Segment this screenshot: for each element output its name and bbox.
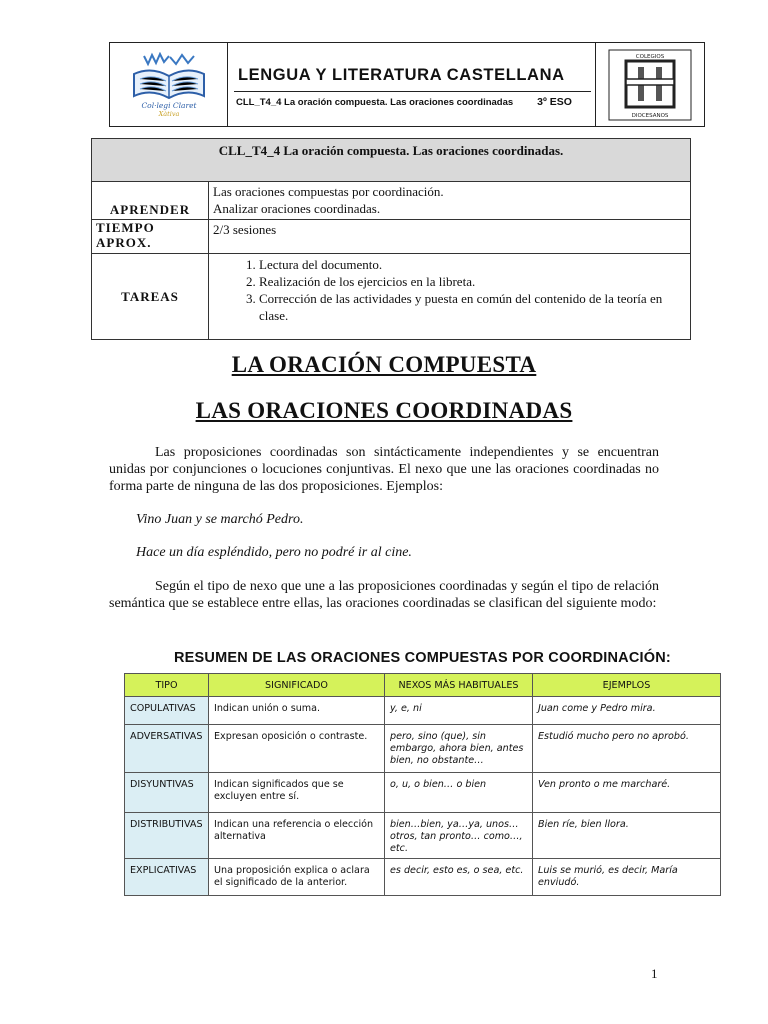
page-number: 1	[651, 966, 658, 981]
ejemplo-cell: Bien ríe, bien llora.	[533, 813, 721, 859]
column-header: SIGNIFICADO	[209, 674, 385, 697]
nexos-cell: es decir, esto es, o sea, etc.	[385, 859, 533, 896]
main-title: LA ORACIÓN COMPUESTA	[231, 352, 537, 377]
tiempo-value: 2/3 sesiones	[209, 220, 691, 254]
table-row	[125, 773, 721, 813]
significado-cell: Indican unión o suma.	[209, 697, 385, 725]
table-row	[125, 859, 721, 896]
open-book-logo-icon	[126, 52, 212, 118]
table-row	[125, 697, 721, 725]
table-row	[125, 725, 721, 773]
ejemplo-cell: Estudió mucho pero no aprobó.	[533, 725, 721, 773]
ejemplo-cell: Luis se murió, es decir, María enviudó.	[533, 859, 721, 896]
ejemplo-cell: Juan come y Pedro mira.	[533, 697, 721, 725]
diocesan-seal	[596, 43, 704, 126]
table-header-row	[125, 674, 721, 697]
example-1: Vino Juan y se marchó Pedro.	[136, 512, 304, 527]
tipo-cell: COPULATIVAS	[125, 697, 209, 725]
unit-heading: CLL_T4_4 La oración compuesta. Las oraciones coordinadas.	[92, 139, 691, 182]
significado-cell: Expresan oposición o contraste.	[209, 725, 385, 773]
tiempo-label: TIEMPO APROX.	[92, 220, 209, 254]
subject-title: LENGUA Y LITERATURA CASTELLANA	[238, 65, 565, 84]
nexos-cell: bien…bien, ya…ya, unos…otros, tan pronto… como…, etc.	[385, 813, 533, 859]
list-item: 2. Realización de los ejercicios en la libreta.	[259, 273, 686, 290]
tipo-cell: EXPLICATIVAS	[125, 859, 209, 896]
tipo-cell: ADVERSATIVAS	[125, 725, 209, 773]
example-2: Hace un día espléndido, pero no podré ir al cine.	[136, 545, 412, 560]
aprender-label: APRENDER	[92, 182, 209, 220]
list-item: 1. Lectura del documento.	[259, 256, 686, 273]
summary-title: RESUMEN DE LAS ORACIONES COMPUESTAS POR COORDINACIÓN:	[174, 650, 671, 666]
course-level: 3º ESO	[537, 95, 572, 108]
column-header: TIPO	[125, 674, 209, 697]
significado-cell: Indican una referencia o elección alternativa	[209, 813, 385, 859]
classification-paragraph: Según el tipo de nexo que une a las proposiciones coordinadas y según el tipo de relación semántica que se establece entre ellas, las oraciones coordinadas se clasifican del siguiente modo:	[109, 579, 659, 611]
svg-text:COLEGIOS: COLEGIOS	[635, 53, 665, 60]
unit-subtitle: CLL_T4_4 La oración compuesta. Las oraciones coordinadas 3º ESO	[236, 95, 572, 108]
intro-paragraph: Las proposiciones coordinadas son sintácticamente independientes y se encuentran unidas por conjunciones o locuciones conjuntivas. El nexo que une las oraciones coordinadas no forma parte de ninguna de las dos proposiciones. Ejemplos:	[109, 445, 659, 494]
ejemplo-cell: Ven pronto o me marcharé.	[533, 773, 721, 813]
column-header: EJEMPLOS	[533, 674, 721, 697]
tareas-value	[209, 254, 691, 340]
nexos-cell: pero, sino (que), sin embargo, ahora bien, antes bien, no obstante…	[385, 725, 533, 773]
tipo-cell: DISYUNTIVAS	[125, 773, 209, 813]
summary-table	[124, 673, 721, 896]
aprender-value: Las oraciones compuestas por coordinación. Analizar oraciones coordinadas.	[209, 182, 691, 220]
tipo-cell: DISTRIBUTIVAS	[125, 813, 209, 859]
document-header	[109, 42, 705, 127]
significado-cell: Indican significados que se excluyen entre sí.	[209, 773, 385, 813]
svg-text:DIOCESANOS: DIOCESANOS	[631, 112, 669, 119]
colegios-diocesanos-seal-icon	[608, 49, 692, 121]
significado-cell: Una proposición explica o aclara el significado de la anterior.	[209, 859, 385, 896]
nexos-cell: o, u, o bien… o bien	[385, 773, 533, 813]
header-divider	[234, 91, 591, 92]
table-row	[125, 813, 721, 859]
tareas-list	[213, 256, 686, 324]
section-title: LAS ORACIONES COORDINADAS	[195, 398, 573, 423]
list-item: 3. Corrección de las actividades y puesta en común del contenido de la teoría en clase.	[259, 290, 686, 324]
school-logo	[110, 43, 228, 126]
unit-info-table	[91, 138, 691, 340]
svg-text:Xàtiva: Xàtiva	[158, 109, 179, 118]
column-header: NEXOS MÁS HABITUALES	[385, 674, 533, 697]
tareas-label: TAREAS	[92, 254, 209, 340]
nexos-cell: y, e, ni	[385, 697, 533, 725]
svg-text:Col·legi Claret: Col·legi Claret	[140, 100, 197, 110]
